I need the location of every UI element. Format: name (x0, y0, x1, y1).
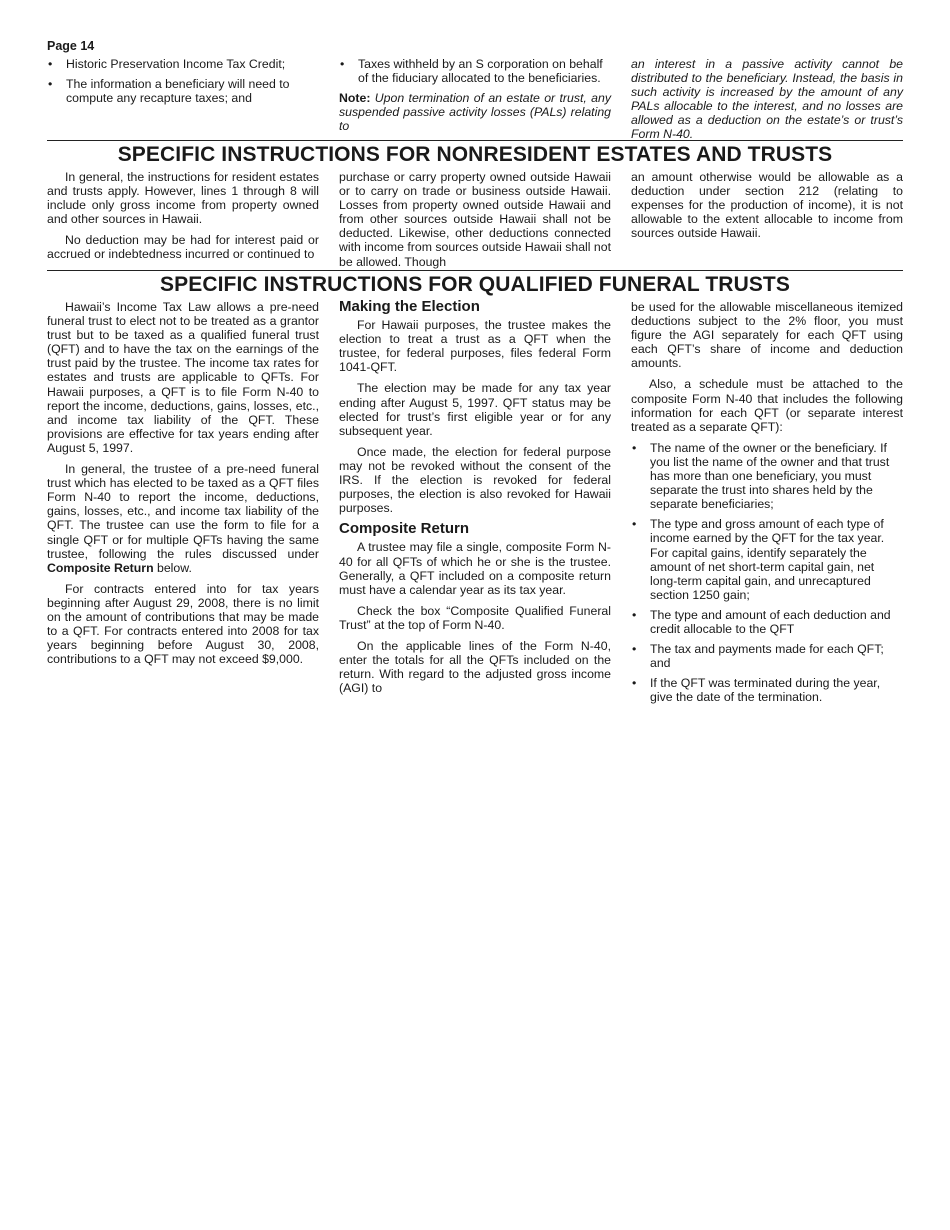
page-number: Page 14 (47, 39, 95, 53)
nonresident-section-title: SPECIFIC INSTRUCTIONS FOR NONRESIDENT ESTATES AND TRUSTS (117, 143, 833, 166)
list-item: • Taxes withheld by an S corporation on behalf of the fiduciary allocated to the beneficiaries. (340, 57, 603, 86)
list-item: • The type and gross amount of each type of income earned by the QFT for the tax year. For capital gains, identify separately the amount of net short-term capital gain, net long-term capital gain, and unrecaptured section 1250 gain; (632, 517, 885, 602)
paragraph: an amount otherwise would be allowable as a deduction under section 212 (relating to expenses for the production of income), it is not allowable to the extent allocable to income from sources outside Hawaii. (631, 170, 903, 241)
paragraph: The election may be made for any tax year ending after August 5, 1997. QFT status may be elected for trust’s first eligible year or for any subsequent year. (339, 381, 611, 438)
qft-section-title: SPECIFIC INSTRUCTIONS FOR QUALIFIED FUNERAL TRUSTS (160, 273, 790, 296)
qft-col-3 (631, 300, 903, 710)
top-col1-bullets (47, 57, 319, 105)
composite-return-heading: Composite Return (339, 520, 470, 538)
paragraph: be used for the allowable miscellaneous itemized deductions subject to the 2% floor, you must figure the AGI separately for each QFT using each QFT’s share of income and deduction amounts. (631, 300, 903, 371)
qft-col-1 (47, 300, 319, 710)
paragraph: Also, a schedule must be attached to the composite Form N-40 that includes the following information for each QFT (or separate interest treated as a separate QFT): (631, 377, 903, 434)
paragraph: Check the box “Composite Qualified Funeral Trust” at the top of Form N-40. (339, 603, 611, 632)
divider (47, 140, 903, 141)
schedule-bullets (631, 441, 903, 705)
paragraph: purchase or carry property owned outside Hawaii or to carry on trade or business outside Hawaii. Losses from property owned outside Hawaii and from other sources outside Hawaii shall not be deducted. Likewise, other deductions connected with income from sources outside Hawaii shall not be allowed. Though (339, 170, 612, 269)
paragraph: In general, the instructions for resident estates and trusts apply. However, lines 1 through 8 will include only gross income from property owned and other sources in Hawaii. (47, 170, 319, 227)
composite-return-ref: Composite Return (47, 560, 154, 575)
list-item: • The information a beneficiary will need to compute any recapture taxes; and (48, 77, 290, 106)
making-election-heading: Making the Election (339, 298, 480, 315)
top-col2-bullets (339, 57, 611, 85)
paragraph: For Hawaii purposes, the trustee makes the election to treat a trust as a QFT when the trustee, for federal purposes, files federal Form 1041-QFT. (339, 318, 611, 375)
qft-section (47, 300, 903, 710)
paragraph: In general, the trustee of a pre-need funeral trust which has elected to be taxed as a QFT files Form N-40 to report the income, deductions, gains, losses, etc., and income tax liability of the QFT. The trustee can use the form to file for a single QFT or for multiple QFTs having the same trustee, following the rules discussed under Composite Return below. (47, 462, 319, 575)
nonresident-col-2 (339, 170, 611, 276)
top-col-3 (631, 57, 903, 149)
note-text: Upon termination of an estate or trust, any suspended passive activity losses (PALs) relating to (339, 91, 611, 134)
list-item: • The tax and payments made for each QFT; and (632, 642, 884, 671)
nonresident-col-3 (631, 170, 903, 276)
nonresident-col-1 (47, 170, 319, 276)
list-item: • The name of the owner or the beneficiary. If you list the name of the owner and that trust has more than one beneficiary, you must separate the trust into shares held by the separate beneficiaries; (632, 440, 890, 512)
top-section (47, 57, 903, 149)
qft-col-2 (339, 300, 611, 710)
note-label: Note: (339, 91, 371, 106)
note-paragraph (339, 91, 611, 133)
top-col-1 (47, 57, 319, 149)
paragraph: On the applicable lines of the Form N-40, enter the totals for all the QFTs included on the return. With regard to the adjusted gross income (AGI) to (339, 638, 611, 696)
list-item: • The type and amount of each deduction and credit allocable to the QFT (632, 607, 891, 636)
top-col-2 (339, 57, 611, 149)
paragraph: No deduction may be had for interest paid or accrued or indebtedness incurred or continued to (47, 233, 319, 262)
paragraph: Once made, the election for federal purpose may not be revoked without the consent of the IRS. If the election is revoked for federal purposes, the election is also revoked for Hawaii purposes. (339, 444, 611, 516)
list-item: • If the QFT was terminated during the year, give the date of the termination. (632, 676, 881, 705)
paragraph: Hawaii’s Income Tax Law allows a pre-need funeral trust to elect not to be treated as a grantor trust but to be taxed as a qualified funeral trust (QFT) and to have the tax on the earnings of the trust paid by the trustee. The income tax rates for estates and trusts are applicable to QFTs. For Hawaii purposes, a QFT is to file Form N-40 to report the income, deductions, gains, losses, etc., and income tax liability of the QFT. These provisions are effective for tax years ending after August 5, 1997. (47, 300, 319, 455)
list-item: • Historic Preservation Income Tax Credit; (48, 57, 286, 71)
nonresident-section (47, 170, 903, 276)
paragraph: For contracts entered into for tax years beginning after August 29, 2008, there is no limit on the amount of contributions that may be made to a QFT. For contracts entered into 2008 for tax years beginning before August 30, 2008, contributions to a QFT may not exceed $9,000. (47, 581, 319, 667)
divider (47, 270, 903, 271)
paragraph: A trustee may file a single, composite Form N-40 for all QFTs of which he or she is the trustee. Generally, a QFT included on a composite return must have a calendar year as its tax year. (339, 540, 611, 597)
note-continuation: an interest in a passive activity cannot be distributed to the beneficiary. Instead, the basis in such activity is increased by the amount of any PALs allocable to the interest, and no losses are allowed as a deduction on the estate’s or trust’s Form N-40. (631, 57, 903, 142)
